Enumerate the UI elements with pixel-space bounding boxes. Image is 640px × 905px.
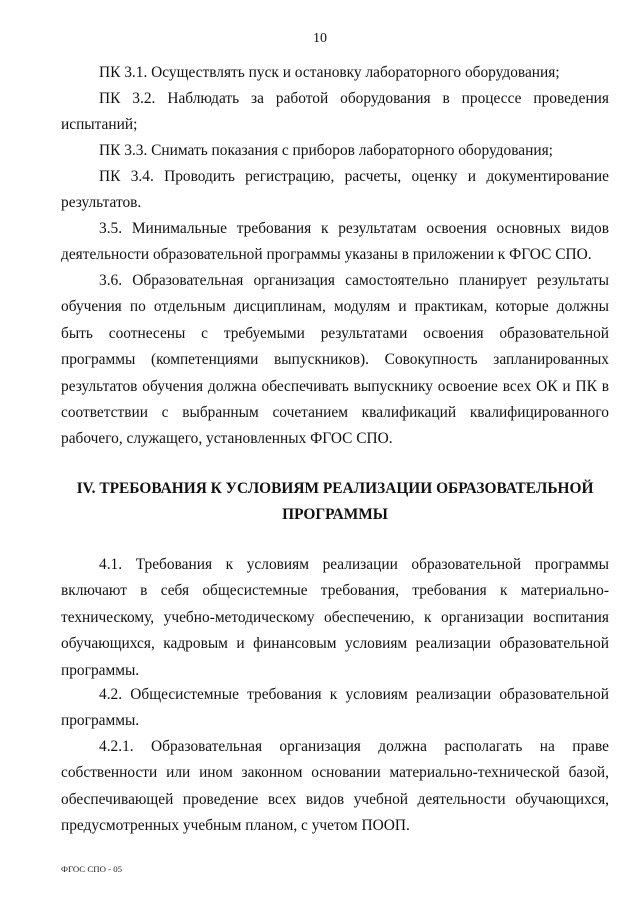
paragraph-3-5: 3.5. Минимальные требования к результатам освоения основных видов деятельности образовательной программы указаны в приложении к ФГОС СПО. <box>61 220 609 264</box>
paragraph-4-2: 4.2. Общесистемные требования к условиям реализации образовательной программы. <box>61 686 609 730</box>
paragraph-pk-3-4: ПК 3.4. Проводить регистрацию, расчеты, оценку и документирование результатов. <box>61 168 609 212</box>
paragraph-4-1: 4.1. Требования к условиям реализации образовательной программы включают в себя общесистемные требования, требования к материально-техническому, учебно-методическому обеспечению, к организации воспитания обучающихся, кадровым и финансовым условиям реализации образовательной программы. <box>61 556 609 679</box>
paragraph-pk-3-1: ПК 3.1. Осуществлять пуск и остановку лабораторного оборудования; <box>99 64 560 81</box>
paragraph-pk-3-2: ПК 3.2. Наблюдать за работой оборудования в процессе проведения испытаний; <box>61 90 609 134</box>
paragraph-4-2-1: 4.2.1. Образовательная организация должна располагать на праве собственности или ином законном основании материально-технической базой, обеспечивающей проведение всех видов учебной деятельности обучающихся, предусмотренных учебным планом, с учетом ПООП. <box>61 738 609 835</box>
section-heading: IV. ТРЕБОВАНИЯ К УСЛОВИЯМ РЕАЛИЗАЦИИ ОБРАЗОВАТЕЛЬНОЙ ПРОГРАММЫ <box>76 480 594 523</box>
page-number: 10 <box>313 31 327 46</box>
footer-code: ФГОС СПО - 05 <box>61 864 123 874</box>
paragraph-pk-3-3: ПК 3.3. Снимать показания с приборов лабораторного оборудования; <box>99 142 553 159</box>
paragraph-3-6: 3.6. Образовательная организация самостоятельно планирует результаты обучения по отдельным дисциплинам, модулям и практикам, которые должны быть соотнесены с требуемыми результатами освоения образовательной программы (компетенциями выпускников). Совокупность запланированных результатов обучения должна обеспечивать выпускнику освоение всех ОК и ПК в соответствии с выбранным сочетанием квалификаций квалифицированного рабочего, служащего, установленных ФГОС СПО. <box>61 272 609 448</box>
